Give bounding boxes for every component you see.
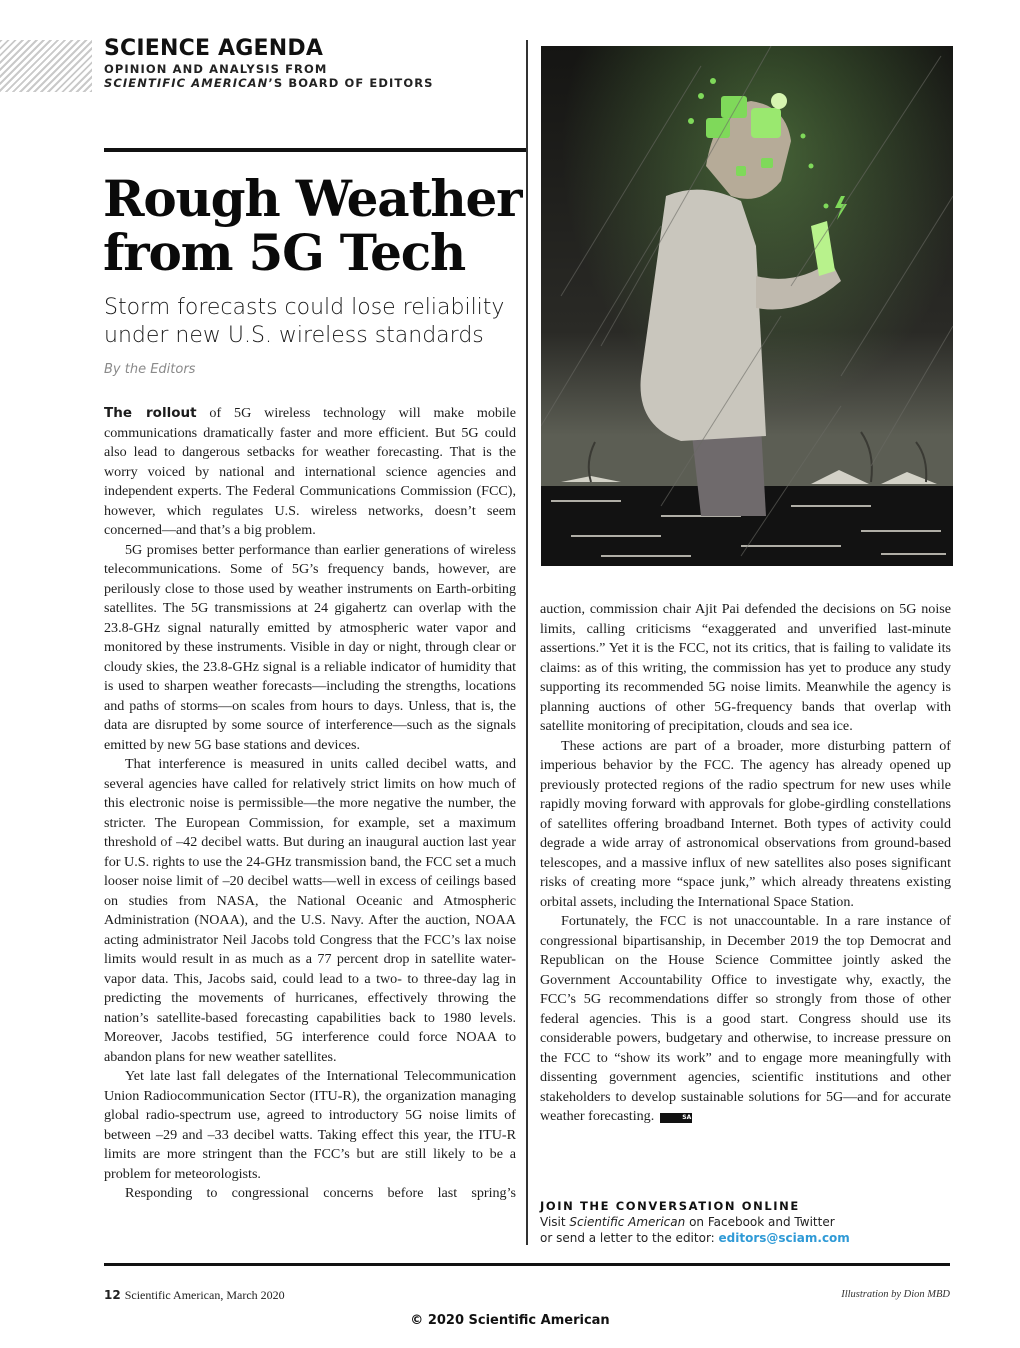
- headline: Rough Weather from 5G Tech: [103, 169, 522, 282]
- paragraph: That interference is measured in units called decibel watts, and several agencies have called for relatively strict limits on how much of this electronic noise is permissible—the more negative the number, the stricter. The European Commission, for example, set a maximum threshold of –42 decibel watts. But during an inaugural auction last year for U.S. rights to use the 24-GHz transmission band, the FCC set a much looser noise limit of –20 decibel watts—well in excess of ceilings based on studies from NASA, the National Oceanic and Atmospheric Administration (NOAA), and the U.S. Navy. After the auction, NOAA acting administrator Neil Jacobs told Congress that the FCC’s lax noise limits would result in as much as a 77 percent drop in satellite water-vapor data. This, Jacobs said, could lead to a two- to three-day lag in predicting the movements of hurricanes, effectively throwing the nation’s satellite-based forecasting capabilities back to 1980 levels. Moreover, Jacobs testified, 5G interference could force NOAA to abandon plans for new weather satellites.: [104, 756, 516, 1065]
- join-line-social: Visit Scientific American on Facebook and Twitter: [540, 1215, 835, 1229]
- article-body-left-column: [104, 404, 516, 1204]
- publication-name: SCIENTIFIC AMERICAN: [104, 76, 269, 90]
- section-title: SCIENCE AGENDA: [104, 36, 324, 61]
- paragraph: Yet late last fall delegates of the International Telecommunication Union Radiocommunication Sector (ITU-R), the organization managing global radio-spectrum use, agreed to introductory 5G noise limits of between –29 and –33 decibel watts. Taking effect this year, the ITU-R limits are more stringent than the FCC’s but are still likely to be a problem for meteorologists.: [104, 1068, 516, 1182]
- illustration: [541, 46, 953, 566]
- byline: By the Editors: [104, 362, 196, 377]
- paragraph: Fortunately, the FCC is not unaccountable. In a rare instance of congressional bipartisanship, in December 2019 the top Democrat and Republican on the House Science Committee jointly asked the Government Accountability Office to investigate why, exactly, the FCC’s 5G recommendations differ so strongly from those of other federal agencies. This is a good start. Congress should use its considerable powers, budgetary and otherwise, to increase pressure on the FCC to “show its work” and to engage more meaningfully with dissenting government agencies, scientific institutions and other stakeholders to develop sustainable solutions for 5G—and for accurate weather forecasting. SA: [540, 913, 951, 1124]
- section-subtitle-line2: SCIENTIFIC AMERICAN’S BOARD OF EDITORS: [104, 76, 434, 90]
- section-header: [104, 36, 434, 90]
- join-conversation-box: [540, 1199, 850, 1246]
- column-divider: [526, 40, 528, 1245]
- paragraph: Responding to congressional concerns before last spring’s: [125, 1185, 516, 1201]
- editor-email-link[interactable]: editors@sciam.com: [718, 1231, 850, 1245]
- paragraph: auction, commission chair Ajit Pai defended the decisions on 5G noise limits, calling criticisms “exaggerated and unverified last-minute assertions.” Yet it is the FCC, not its critics, that is failing to validate its claims: as of this writing, the commission has yet to produce any study supporting its recommended 5G noise limits. Meanwhile the agency is planning auctions of other 5G-frequency bands that overlap with satellite monitoring of precipitation, clouds and sea ice.: [540, 601, 951, 734]
- footer-rule: [104, 1263, 950, 1266]
- section-hatch-decoration: [0, 40, 92, 92]
- join-line-email: or send a letter to the editor: editors@sciam.com: [540, 1231, 850, 1245]
- headline-rule: [104, 148, 527, 152]
- dek: Storm forecasts could lose reliability under new U.S. wireless standards: [104, 295, 505, 348]
- join-title: JOIN THE CONVERSATION ONLINE: [540, 1199, 800, 1213]
- copyright: © 2020 Scientific American: [410, 1313, 610, 1328]
- end-mark-icon: SA: [660, 1113, 692, 1123]
- paragraph: 5G promises better performance than earlier generations of wireless telecommunications. Some of 5G’s frequency bands, however, are perilously close to those used by weather instruments on Earth-orbiting satellites. The 5G transmissions at 24 gigahertz can overlap with the 23.8-GHz signal naturally emitted by atmospheric water vapor and monitored by these instruments. Visible in day or night, through clear or cloudy skies, the 23.8-GHz signal is a reliable indicator of humidity that is used to sharpen weather forecasts—including the strengths, locations and paths of storms—on scales from hours to days. Unless, that is, the data are disrupted by some source of interference—such as the signals emitted by new 5G base stations and devices.: [104, 541, 516, 753]
- illustration-man-in-storm-icon: [541, 46, 953, 566]
- article-body-right-column: [540, 600, 951, 1127]
- section-subtitle-line1: OPINION AND ANALYSIS FROM: [104, 62, 328, 76]
- folio: 12 Scientific American, March 2020: [104, 1288, 285, 1302]
- illustration-credit: Illustration by Dion MBD: [841, 1289, 950, 1300]
- page-number: 12: [104, 1288, 121, 1302]
- paragraph: These actions are part of a broader, more disturbing pattern of imperious behavior by the FCC. The agency has already opened up previously protected regions of the radio spectrum for new uses while rapidly moving forward with approvals for globe-girdling constellations of satellites offering broadband Internet. Both types of activity could degrade a wide array of astronomical observations from ground-based telescopes, and a massive influx of new satellites also poses significant risks of creating more “space junk,” which already threatens existing orbital assets, including the International Space Station.: [540, 737, 951, 910]
- paragraph: The rollout of 5G wireless technology will make mobile communications dramatically faster and more efficient. But 5G could also lead to dangerous setbacks for weather forecasting. That is the worry voiced by national and international science agencies and independent experts. The Federal Communications Commission (FCC), however, which regulates U.S. wireless networks, doesn’t seem concerned—and that’s a big problem.: [104, 405, 517, 538]
- lead-in: The rollout: [104, 405, 197, 421]
